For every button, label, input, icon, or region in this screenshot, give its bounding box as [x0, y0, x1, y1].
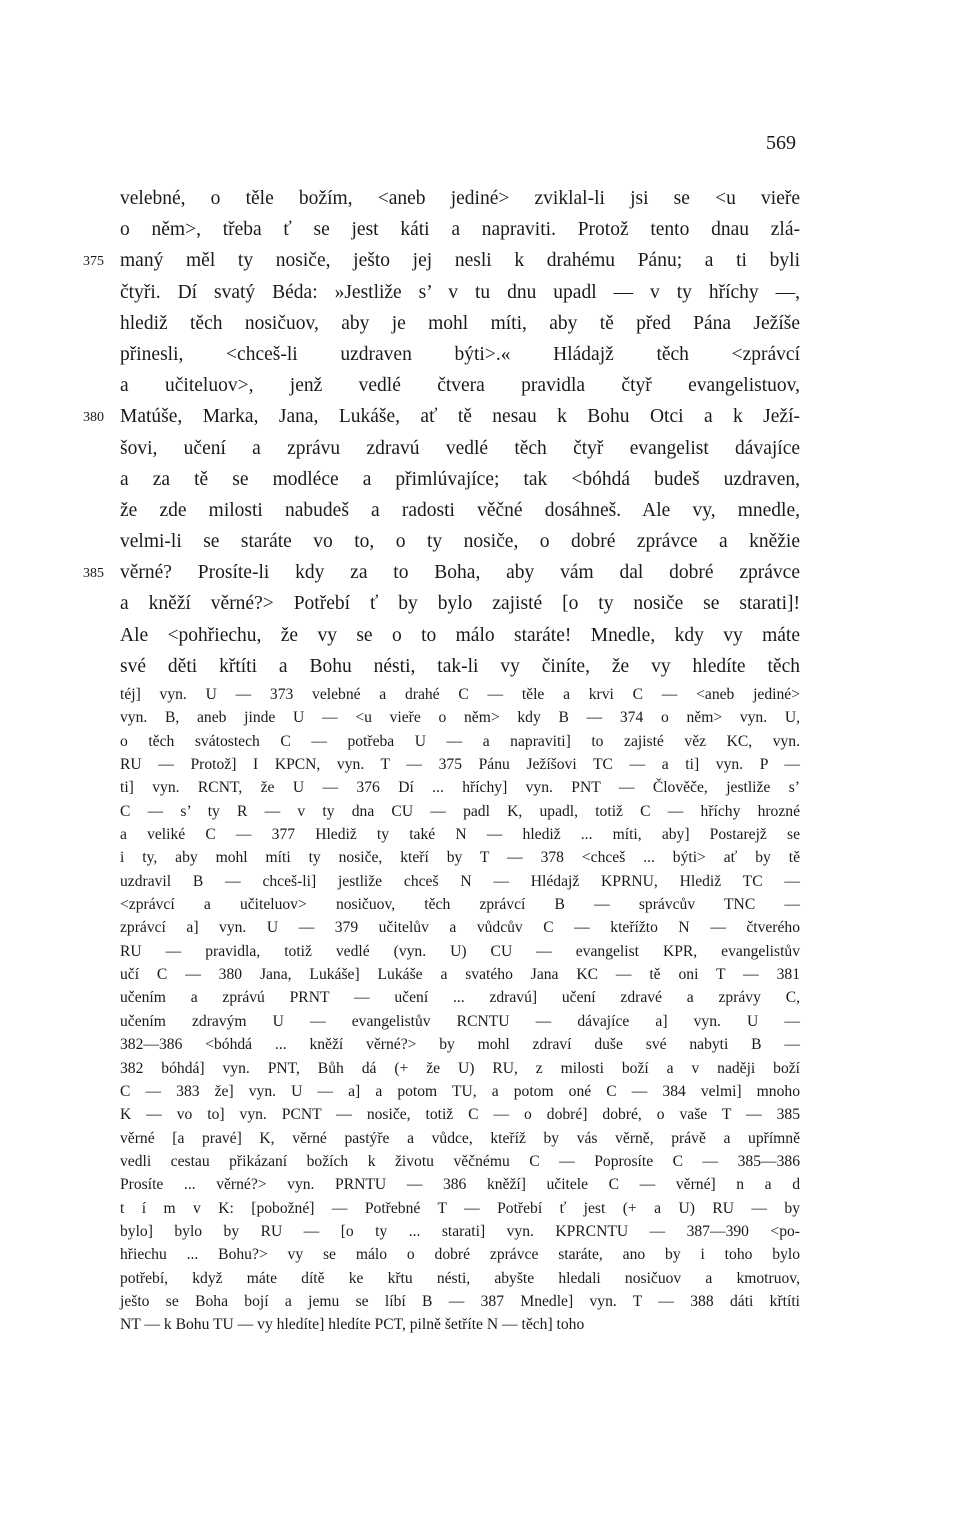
footnote-line: t í m v K: [pobožné] — Potřebné T — Potřebí ť jest (+ a U) RU — by: [120, 1199, 800, 1217]
text-line: [120, 308, 800, 339]
footnote-line: vedli cestau přikázaní božích k životu věčnému C — Poprosíte C — 385—386: [120, 1152, 800, 1170]
text-line-content: přinesli, <chceš-li uzdraven býti>.« Hládajž těch <zprávcí: [120, 343, 800, 365]
footnote-line: učením zdravým U — evangelistův RCNTU — dávajíce a] vyn. U —: [120, 1012, 800, 1030]
footnote-line: o těch svátostech C — potřeba U — a napraviti] to zajisté věz KC, vyn.: [120, 732, 800, 750]
text-line: [120, 620, 800, 651]
text-line-content: Matúše, Marka, Jana, Lukáše, ať tě nesau k Bohu Otci a k Ježí-: [120, 406, 800, 428]
footnote-line: učí C — 380 Jana, Lukáše] Lukáše a svatého Jana KC — tě oni T — 381: [120, 966, 800, 984]
footnote-line: věrné [a pravé] K, věrné pastýře a vůdce, kteříž by vás věrně, právě a upřímně: [120, 1129, 800, 1147]
footnote-line: uzdravil B — chceš-li] jestliže chceš N — Hlédajž KPRNU, Hlediž TC —: [120, 872, 800, 890]
text-line: [83, 557, 800, 588]
footnote-line: vyn. B, aneb jinde U — <u vieře o něm> kdy B — 374 o něm> vyn. U,: [120, 709, 800, 727]
text-line-content: šovi, učení a zprávu zdravú vedlé těch čtyř evangelist dávajíce: [120, 437, 800, 459]
text-line-content: své děti křtíti a Bohu nésti, tak-li vy činíte, že vy hledíte těch: [120, 655, 800, 677]
footnote-line: ti] vyn. RCNT, že U — 376 Dí ... hříchy] vyn. PNT — Člověče, jestliže s’: [120, 779, 800, 797]
footnote-line: téj] vyn. U — 373 velebné a drahé C — těle a krvi C — <aneb jediné>: [120, 686, 800, 703]
footnote-line: RU — pravidla, totiž vedlé (vyn. U) CU — evangelist KPR, evangelistův: [120, 942, 800, 960]
text-line-content: a učiteluov>, jenž vedlé čtvera pravidla čtyř evangelistuov,: [120, 375, 800, 397]
text-line-content: a kněží věrné?> Potřebí ť by bylo zajisté [o ty nosiče se starati]!: [120, 593, 800, 615]
text-line: [120, 277, 800, 308]
text-line-content: maný měl ty nosiče, ješto jej nesli k drahému Pánu; a ti byli: [120, 250, 800, 272]
text-line-content: a za tě se modléce a přimlúvajíce; tak <bóhdá budeš uzdraven,: [120, 468, 800, 490]
text-line-content: velebné, o těle božím, <aneb jediné> zviklal-li jsi se <u vieře: [120, 188, 800, 209]
text-line: [120, 464, 800, 495]
footnote-line: ješto se Boha bojí a jemu se líbí B — 387 Mnedle] vyn. T — 388 dáti křtíti: [120, 1292, 800, 1310]
footnotes: [120, 683, 800, 1337]
text-line-content: velmi-li se staráte vo to, o ty nosiče, o dobré zprávce a kněžie: [120, 531, 800, 553]
footnote-line: učením a zprávú PRNT — učení ... zdravú] učení zdravé a zprávy C,: [120, 989, 800, 1007]
footnote-line: C — 383 že] vyn. U — a] a potom TU, a potom oné C — 384 velmi] mnoho: [120, 1082, 800, 1100]
footnote-line: 382 bóhdá] vyn. PNT, Bůh dá (+ že U) RU, z milosti boží a v naději boží: [120, 1059, 800, 1077]
line-number: 385: [83, 566, 104, 582]
text-line: [83, 245, 800, 276]
text-line: [120, 588, 800, 619]
footnote-line: i ty, aby mohl míti ty nosiče, kteří by T — 378 <chceš ... býti> ať by tě: [120, 849, 800, 867]
text-line-content: čtyři. Dí svatý Béda: »Jestliže s’ v tu dnu upadl — v ty hříchy —,: [120, 281, 800, 303]
text-line: [120, 370, 800, 401]
footnote-line: C — s’ ty R — v ty dna CU — padl K, upadl, totiž C — hříchy hrozné: [120, 802, 800, 820]
line-number: 380: [83, 410, 104, 426]
page-number: 569: [766, 132, 796, 154]
text-line: [120, 433, 800, 464]
text-line: [83, 401, 800, 432]
line-number: 375: [83, 254, 104, 270]
footnote-line: potřebí, když máte dítě ke křtu nésti, abyšte hledali nosičuov a kmotruov,: [120, 1269, 800, 1287]
footnote-line: a veliké C — 377 Hlediž ty také N — hlediž ... míti, aby] Postarejž se: [120, 826, 800, 844]
footnote-line: hřiechu ... Bohu?> vy se málo o dobré zprávce staráte, ano by i toho bylo: [120, 1246, 800, 1264]
text-line-content: věrné? Prosíte-li kdy za to Boha, aby vám dal dobré zprávce: [120, 562, 800, 584]
text-line-content: že zde milosti nabudeš a radosti věčné dosáhneš. Ale vy, mnedle,: [120, 499, 800, 521]
text-line: [120, 495, 800, 526]
text-line-content: Ale <pohřiechu, že vy se o to málo staráte! Mnedle, kdy vy máte: [120, 624, 800, 646]
footnote-line: Prosíte ... věrné?> vyn. PRNTU — 386 kněží] učitele C — věrné] n a d: [120, 1176, 800, 1194]
main-text: [83, 183, 800, 682]
footnote-line: K — vo to] vyn. PCNT — nosiče, totiž C — o dobré] dobré, o vaše T — 385: [120, 1106, 800, 1124]
footnote-line: bylo] bylo by RU — [o ty ... starati] vyn. KPRCNTU — 387—390 <po-: [120, 1222, 800, 1240]
text-line: [120, 214, 800, 245]
footnote-line: <zprávcí a učiteluov> nosičuov, těch zprávcí B — správcův TNC —: [120, 896, 800, 914]
footnote-line: RU — Protož] I KPCN, vyn. T — 375 Pánu Ježíšovi TC — a ti] vyn. P —: [120, 756, 800, 774]
footnote-line: zprávcí a] vyn. U — 379 učitelův a vůdcův C — kteřížto N — čtverého: [120, 919, 800, 937]
footnote-line: NT — k Bohu TU — vy hledíte] hledíte PCT, pilně šetříte N — těch] toho: [120, 1316, 585, 1334]
text-line: [120, 183, 800, 214]
text-line-content: o něm>, třeba ť se jest káti a napraviti. Protož tento dnau zlá-: [120, 219, 800, 241]
text-line: [120, 651, 800, 682]
text-line-content: hlediž těch nosičuov, aby je mohl míti, aby tě před Pána Ježíše: [120, 312, 800, 334]
footnote-line: 382—386 <bóhdá ... kněží věrné?> by mohl zdraví duše své nabyti B —: [120, 1036, 800, 1054]
text-line: [120, 526, 800, 557]
text-line: [120, 339, 800, 370]
